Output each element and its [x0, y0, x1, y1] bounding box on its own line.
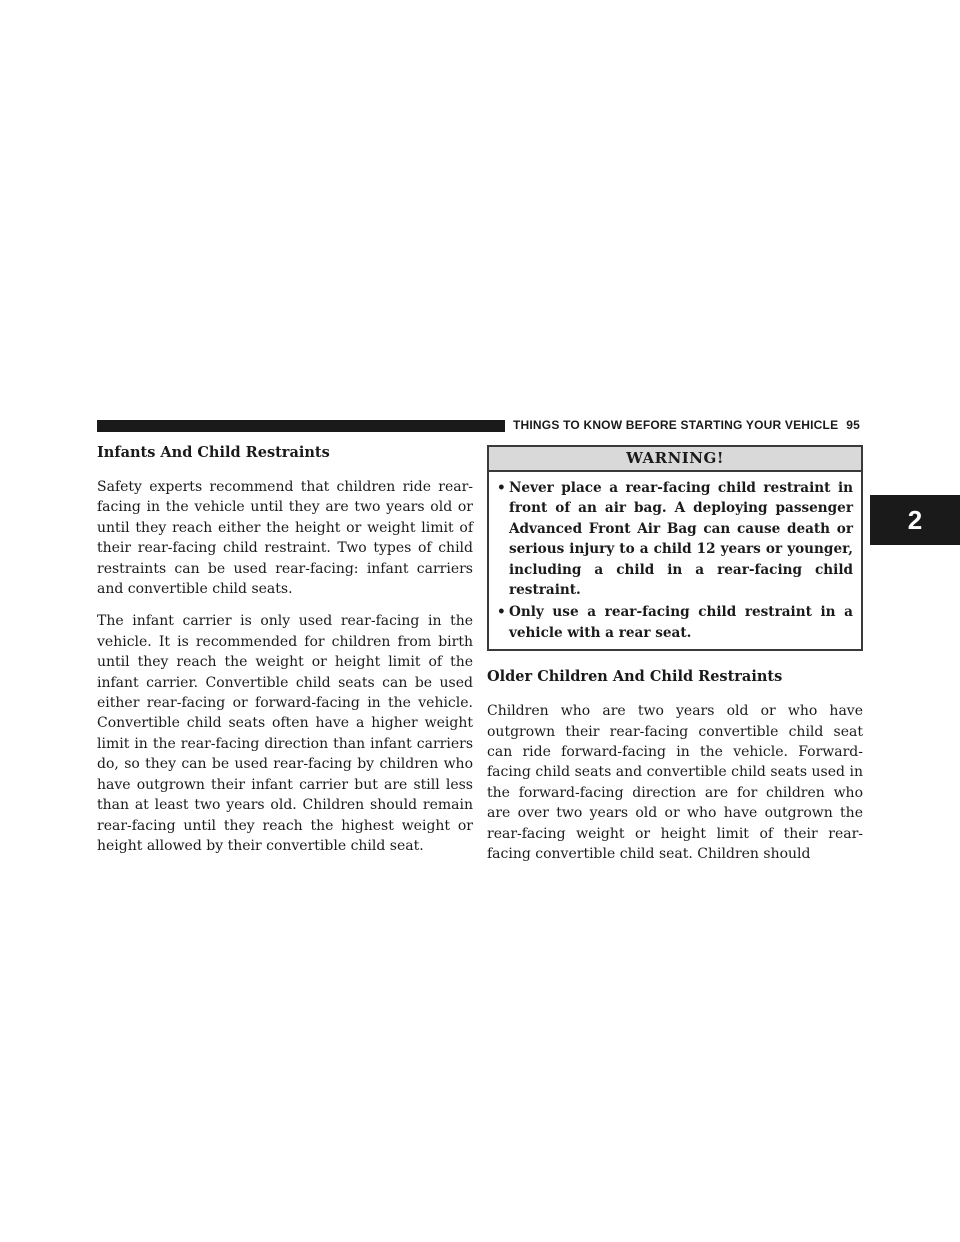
section-title: THINGS TO KNOW BEFORE STARTING YOUR VEHICLE — [513, 418, 839, 432]
right-column — [487, 445, 863, 877]
paragraph: Children who are two years old or who have outgrown their rear-facing convertible child seat can ride forward-facing in the vehicle. Forward-facing child seats and convertible child seats used in the forward-facing direction are for children who are over two years old or who have outgrown the rear-facing weight or height limit of their rear-facing convertible child seat. Children should — [487, 703, 863, 863]
paragraph: The infant carrier is only used rear-facing in the vehicle. It is recommended for children from birth until they reach the weight or height limit of the infant carrier. Convertible child seats can be used either rear-facing or forward-facing in the vehicle. Convertible child seats often have a higher weight limit in the rear-facing direction than infant carriers do, so they can be used rear-facing by children who have outgrown their infant carrier but are still less than at least two years old. Children should remain rear-facing until they reach the highest weight or height allowed by their convertible child seat. — [97, 613, 473, 854]
running-header — [505, 418, 860, 432]
page-number: 95 — [846, 418, 861, 432]
warning-item-text: Only use a rear-facing child restraint in a vehicle with a rear seat. — [509, 604, 853, 641]
warning-item-text: Never place a rear-facing child restraint in front of an air bag. A deploying passenger Advanced Front Air Bag can cause death or serious injury to a child 12 years or younger, including a child in a rear-facing child restraint. — [509, 480, 853, 599]
left-column — [97, 443, 473, 868]
warning-item — [497, 478, 853, 600]
warning-item — [497, 602, 853, 643]
bullet-icon: • — [497, 604, 506, 621]
chapter-tab: 2 — [870, 495, 960, 545]
warning-box — [487, 445, 863, 651]
warning-list — [489, 472, 861, 649]
warning-title: WARNING! — [489, 447, 861, 472]
heading-infants-child-restraints: Infants And Child Restraints — [97, 444, 330, 461]
paragraph: Safety experts recommend that children ride rear-facing in the vehicle until they are two years old or until they reach either the height or weight limit of their rear-facing child restraint. Two types of child restraints can be used rear-facing: infant carriers and convertible child seats. — [97, 479, 473, 598]
heading-older-children-child-restraints: Older Children And Child Restraints — [487, 668, 783, 686]
bullet-icon: • — [497, 480, 506, 496]
